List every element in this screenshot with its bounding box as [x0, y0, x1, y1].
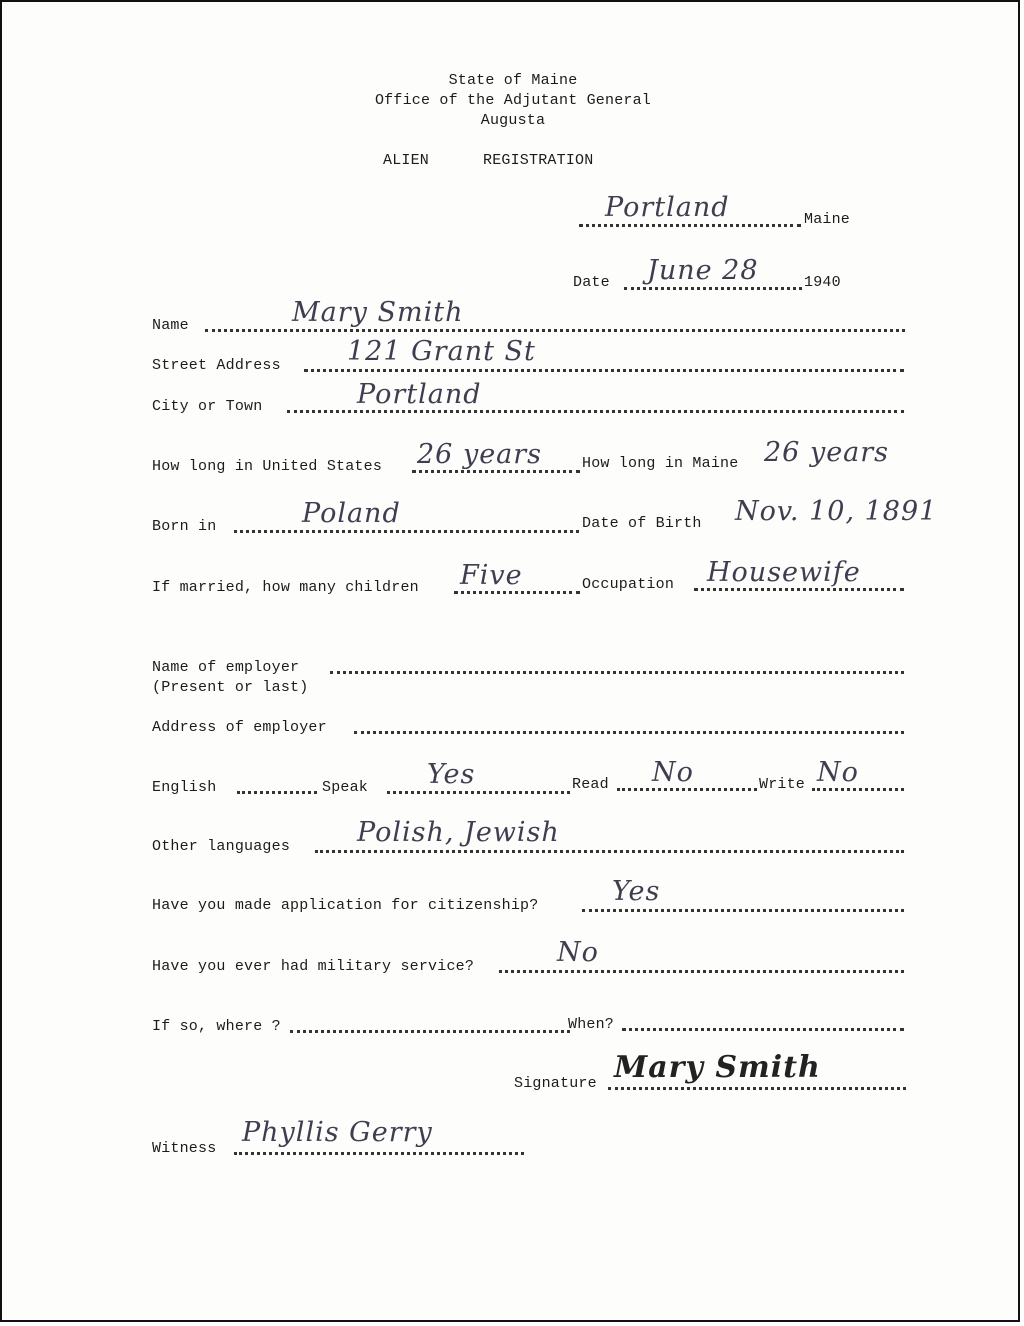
where-dots — [290, 1030, 570, 1033]
city-dots — [287, 410, 904, 413]
place-dots — [579, 224, 801, 227]
dob-label: Date of Birth — [582, 515, 702, 532]
name-label: Name — [152, 317, 189, 334]
city-label: City or Town — [152, 398, 263, 415]
when-label: When? — [568, 1016, 615, 1033]
military-label: Have you ever had military service? — [152, 958, 475, 975]
children-label: If married, how many children — [152, 579, 419, 596]
form-title-registration: REGISTRATION — [483, 152, 594, 169]
place-suffix: Maine — [804, 211, 851, 228]
name-value: Mary Smith — [292, 297, 464, 328]
witness-dots — [234, 1152, 524, 1155]
witness-value: Phyllis Gerry — [242, 1117, 433, 1148]
us-years-value: 26 years — [417, 439, 543, 470]
employer-name-dots — [330, 671, 904, 674]
header-state: State of Maine — [448, 72, 578, 89]
signature-label: Signature — [514, 1075, 597, 1092]
write-value: No — [817, 757, 859, 788]
witness-label: Witness — [152, 1140, 217, 1157]
header-city: Augusta — [480, 112, 546, 129]
citizenship-label: Have you made application for citizenship? — [152, 897, 539, 914]
speak-label: Speak — [322, 779, 369, 796]
when-dots — [622, 1028, 904, 1031]
dob-value: Nov. 10, 1891 — [735, 496, 938, 527]
children-dots — [454, 591, 580, 594]
employer-address-label: Address of employer — [152, 719, 327, 736]
employer-name-label: Name of employer — [152, 659, 300, 676]
other-languages-dots — [315, 850, 904, 853]
name-dots — [205, 329, 905, 332]
employer-address-dots — [354, 731, 904, 734]
street-label: Street Address — [152, 357, 281, 374]
signature-dots — [608, 1087, 906, 1090]
date-value: June 28 — [647, 255, 759, 286]
form-title-alien: ALIEN — [383, 152, 430, 169]
english-label: English — [152, 779, 217, 796]
street-value: 121 Grant St — [347, 336, 536, 367]
street-dots — [304, 369, 904, 372]
city-value: Portland — [357, 379, 482, 410]
date-dots — [624, 287, 802, 290]
write-label: Write — [759, 776, 806, 793]
maine-years-value: 26 years — [764, 437, 890, 468]
read-value: No — [652, 757, 694, 788]
military-value: No — [557, 937, 599, 968]
us-years-dots — [412, 470, 580, 473]
occupation-label: Occupation — [582, 576, 675, 593]
other-languages-value: Polish, Jewish — [357, 817, 560, 848]
other-languages-label: Other languages — [152, 838, 291, 855]
write-dots — [812, 788, 904, 791]
occupation-dots — [694, 588, 904, 591]
date-year: 1940 — [804, 274, 841, 291]
citizenship-value: Yes — [612, 876, 661, 907]
maine-years-label: How long in Maine — [582, 455, 739, 472]
where-label: If so, where ? — [152, 1018, 281, 1035]
occupation-value: Housewife — [707, 557, 861, 588]
children-value: Five — [460, 560, 523, 591]
born-label: Born in — [152, 518, 217, 535]
read-dots — [617, 788, 757, 791]
us-years-label: How long in United States — [152, 458, 383, 475]
born-dots — [234, 530, 579, 533]
speak-value: Yes — [427, 759, 476, 790]
military-dots — [499, 970, 904, 973]
header-office: Office of the Adjutant General — [374, 92, 652, 109]
citizenship-dots — [582, 909, 904, 912]
place-value: Portland — [605, 192, 730, 223]
speak-dots — [387, 791, 570, 794]
signature-value: Mary Smith — [614, 1050, 821, 1085]
english-dots — [237, 791, 317, 794]
employer-sublabel: (Present or last) — [152, 679, 309, 696]
born-value: Poland — [302, 498, 401, 529]
date-label: Date — [573, 274, 610, 291]
read-label: Read — [572, 776, 609, 793]
